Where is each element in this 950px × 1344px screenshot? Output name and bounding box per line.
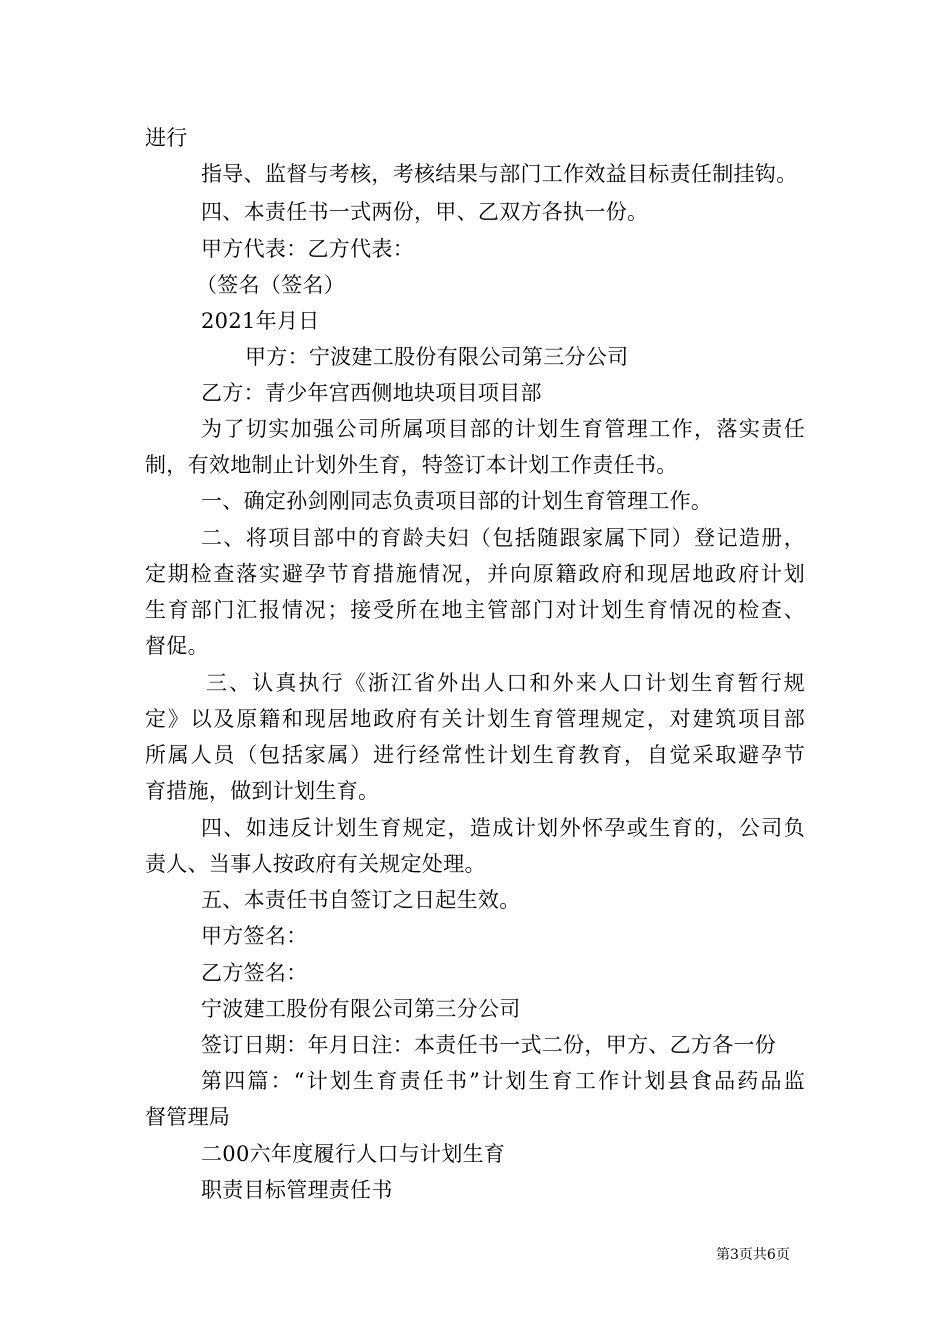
text-line: 一、确定孙剑刚同志负责项目部的计划生育管理工作。 — [201, 489, 713, 513]
text-line: 二00六年度履行人口与计划生育 — [201, 1142, 506, 1166]
text-line: 所属人员（包括家属）进行经常性计划生育教育，自觉采取避孕节 — [145, 743, 805, 767]
text-line: 进行 — [145, 126, 188, 150]
company-name: 宁波建工股份有限公司第三分公司 — [201, 997, 521, 1021]
party-a-line: 甲方：宁波建工股份有限公司第三分公司 — [245, 345, 629, 369]
text-line: 定》以及原籍和现居地政府有关计划生育管理规定，对建筑项目部 — [145, 707, 805, 731]
text-line: 四、如违反计划生育规定，造成计划外怀孕或生育的，公司负 — [201, 816, 805, 840]
text-line: 生育部门汇报情况；接受所在地主管部门对计划生育情况的检查、 — [145, 598, 805, 622]
text-line: 职责目标管理责任书 — [201, 1178, 393, 1202]
text-line: 指导、监督与考核，考核结果与部门工作效益目标责任制挂钩。 — [201, 162, 798, 186]
section-heading: 第四篇：“计划生育责任书”计划生育工作计划县食品药品监 — [201, 1069, 805, 1093]
signature-a-label: 甲方签名： — [201, 924, 308, 948]
text-line: 甲方代表：乙方代表： — [201, 237, 414, 261]
text-line: 为了切实加强公司所属项目部的计划生育管理工作，落实责任 — [201, 417, 805, 441]
text-line: 四、本责任书一式两份，甲、乙双方各执一份。 — [201, 200, 649, 224]
text-line: 定期检查落实避孕节育措施情况，并向原籍政府和现居地政府计划 — [145, 562, 805, 586]
text-line: （签名（签名） — [196, 273, 346, 297]
signature-b-label: 乙方签名： — [201, 961, 308, 985]
text-line: 督管理局 — [145, 1105, 231, 1129]
sign-date-line: 签订日期：年月日注：本责任书一式二份，甲方、乙方各一份 — [201, 1033, 777, 1057]
text-line: 三、认真执行《浙江省外出人口和外来人口计划生育暂行规 — [206, 671, 805, 695]
text-line: 责人、当事人按政府有关规定处理。 — [145, 852, 486, 876]
party-b-line: 乙方：青少年宫西侧地块项目项目部 — [201, 381, 542, 405]
page-number: 第3页共6页 — [716, 1247, 790, 1263]
text-line: 制，有效地制止计划外生育，特签订本计划工作责任书。 — [145, 453, 678, 477]
text-line: 二、将项目部中的育龄夫妇（包括随跟家属下同）登记造册， — [201, 526, 805, 550]
text-line: 督促。 — [145, 634, 209, 658]
text-line: 五、本责任书自签订之日起生效。 — [201, 888, 521, 912]
text-line: 育措施，做到计划生育。 — [145, 779, 380, 803]
date-line: 2021年月日 — [201, 309, 320, 333]
